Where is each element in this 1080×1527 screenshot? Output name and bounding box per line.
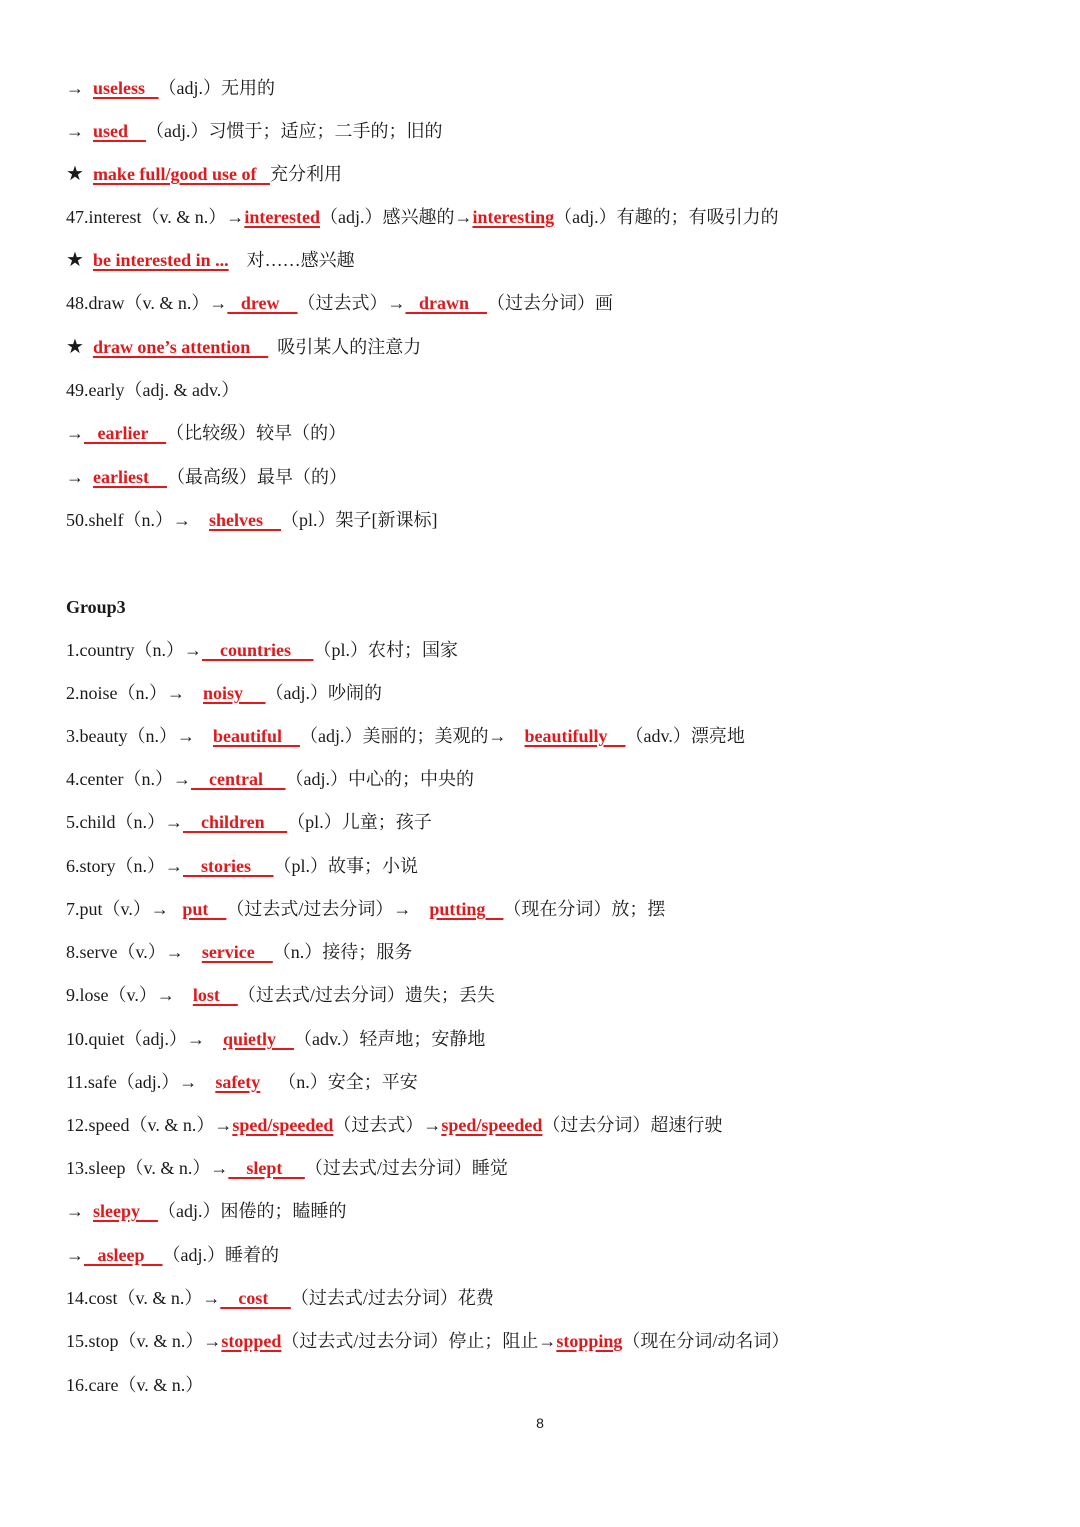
line-text: （现在分词）放；摆: [503, 899, 666, 919]
line-text: 9.lose（v.）→: [66, 985, 193, 1005]
vocab-line: [66, 1326, 789, 1356]
line-text: 3.beauty（n.）→: [66, 726, 213, 746]
vocab-line: [66, 1024, 485, 1054]
vocab-line: [66, 462, 347, 492]
answer-blank: earlier: [84, 423, 167, 443]
vocab-line: [66, 1283, 494, 1313]
vocab-line: [66, 1240, 279, 1270]
vocab-line: [66, 764, 474, 794]
line-text: （过去式/过去分词）→: [226, 899, 430, 919]
line-text: （过去分词）画: [487, 293, 614, 313]
line-text: （过去式/过去分词）遗失；丢失: [237, 985, 495, 1005]
line-text: 14.cost（v. & n.）→: [66, 1288, 221, 1308]
vocab-line: [66, 851, 418, 881]
vocab-line: [66, 116, 443, 146]
line-text: 16.care（v. & n.）: [66, 1375, 204, 1395]
page-number: 8: [536, 1415, 544, 1431]
star-icon: ★: [66, 336, 84, 358]
answer-blank: service: [201, 942, 273, 962]
answer-blank: stopped: [221, 1331, 282, 1351]
answer-blank: quietly: [222, 1029, 294, 1049]
line-text: （adj.）中心的；中央的: [285, 769, 474, 789]
vocab-line: [66, 721, 745, 751]
line-text: →: [66, 467, 93, 487]
answer-blank: sped/speeded: [232, 1115, 334, 1135]
line-text: （pl.）架子[新课标]: [281, 510, 438, 530]
line-text: （adj.）感兴趣的→: [319, 207, 473, 227]
line-text: →: [66, 1245, 84, 1265]
line-text: （pl.）农村；国家: [313, 640, 458, 660]
answer-blank: earliest: [93, 467, 167, 487]
line-text: →: [66, 121, 93, 141]
answer-blank: countries: [201, 640, 314, 660]
vocab-line: [66, 635, 458, 665]
answer-blank: slept: [228, 1158, 305, 1178]
line-text: 吸引某人的注意力: [268, 337, 422, 357]
answer-blank: stopping: [556, 1331, 623, 1351]
section-heading: Group3: [66, 597, 126, 617]
line-text: （pl.）儿童；孩子: [287, 812, 432, 832]
answer-blank: asleep: [84, 1245, 163, 1265]
vocab-line: [66, 375, 239, 405]
line-text: （adv.）轻声地；安静地: [294, 1029, 486, 1049]
line-text: 49.early（adj. & adv.）: [66, 380, 240, 400]
line-text: （过去式/过去分词）睡觉: [304, 1158, 508, 1178]
line-text: （adj.）美丽的；美观的→: [300, 726, 525, 746]
line-text: （过去式）→: [297, 293, 406, 313]
line-text: 2.noise（n.）→: [66, 683, 203, 703]
line-text: 48.draw（v. & n.）→: [66, 293, 228, 313]
line-text: （比较级）较早（的）: [166, 423, 347, 443]
answer-blank: beautifully: [524, 726, 626, 746]
line-text: →: [66, 1201, 93, 1221]
line-text: →: [66, 78, 93, 98]
line-text: 1.country（n.）→: [66, 640, 202, 660]
vocab-line: [66, 505, 438, 535]
line-text: （adj.）吵闹的: [265, 683, 383, 703]
line-text: （过去式/过去分词）花费: [290, 1288, 494, 1308]
vocab-line: [66, 678, 382, 708]
vocab-line: [66, 592, 126, 622]
line-text: 5.child（n.）→: [66, 812, 183, 832]
line-text: 8.serve（v.）→: [66, 942, 202, 962]
line-text: [84, 250, 93, 270]
line-text: 13.sleep（v. & n.）→: [66, 1158, 229, 1178]
line-text: 47.interest（v. & n.）→: [66, 207, 245, 227]
answer-blank: lost: [192, 985, 238, 1005]
answer-blank: useless: [93, 78, 159, 98]
vocab-line: [66, 1370, 203, 1400]
vocab-line: [66, 202, 779, 232]
line-text: 7.put（v.）→: [66, 899, 183, 919]
answer-blank: shelves: [209, 510, 281, 530]
answer-blank: sleepy: [93, 1201, 158, 1221]
answer-blank: sped/speeded: [441, 1115, 543, 1135]
answer-blank: central: [190, 769, 286, 789]
answer-blank: drawn: [405, 293, 488, 313]
line-text: 充分利用: [269, 164, 342, 184]
line-text: （现在分词/动名词）: [622, 1331, 790, 1351]
vocab-line: [66, 894, 665, 924]
line-text: （过去式）→: [333, 1115, 442, 1135]
vocab-line: [66, 937, 412, 967]
line-text: 11.safe（adj.）→: [66, 1072, 216, 1092]
answer-blank: stories: [183, 856, 274, 876]
vocab-line: [66, 1067, 418, 1097]
answer-blank: drew: [227, 293, 298, 313]
vocab-line: [66, 332, 421, 362]
line-text: 对……感兴趣: [228, 250, 355, 270]
answer-blank: beautiful: [212, 726, 300, 746]
line-text: 12.speed（v. & n.）→: [66, 1115, 233, 1135]
vocab-line: [66, 159, 342, 189]
line-text: （n.）接待；服务: [272, 942, 413, 962]
line-text: （adj.）睡着的: [162, 1245, 279, 1265]
answer-blank: noisy: [203, 683, 266, 703]
star-icon: ★: [66, 163, 84, 185]
line-text: （adj.）有趣的；有吸引力的: [554, 207, 779, 227]
answer-blank: putting: [429, 899, 504, 919]
vocab-line: [66, 1196, 347, 1226]
line-text: （adv.）漂亮地: [625, 726, 745, 746]
line-text: 4.center（n.）→: [66, 769, 191, 789]
vocab-line: [66, 1153, 508, 1183]
line-text: 6.story（n.）→: [66, 856, 183, 876]
answer-blank: children: [183, 812, 288, 832]
vocab-line: [66, 418, 346, 448]
line-text: 10.quiet（adj.）→: [66, 1029, 223, 1049]
line-text: （最高级）最早（的）: [166, 467, 347, 487]
line-text: （过去分词）超速行驶: [542, 1115, 723, 1135]
vocab-line: [66, 807, 432, 837]
line-text: 50.shelf（n.）→: [66, 510, 209, 530]
line-text: （过去式/过去分词）停止；阻止→: [281, 1331, 557, 1351]
line-text: [84, 164, 93, 184]
answer-blank: used: [93, 121, 147, 141]
answer-blank: be interested in ...: [92, 250, 229, 270]
star-icon: ★: [66, 249, 84, 271]
answer-blank: interesting: [472, 207, 555, 227]
line-text: 15.stop（v. & n.）→: [66, 1331, 222, 1351]
line-text: [84, 337, 93, 357]
vocab-line: [66, 73, 275, 103]
vocab-line: [66, 1110, 722, 1140]
answer-blank: cost: [220, 1288, 291, 1308]
vocab-line: [66, 245, 355, 275]
answer-blank: safety: [215, 1072, 261, 1092]
answer-blank: make full/good use of: [92, 164, 270, 184]
answer-blank: interested: [244, 207, 320, 227]
line-text: （n.）安全；平安: [260, 1072, 418, 1092]
line-text: （adj.）无用的: [158, 78, 276, 98]
line-text: →: [66, 423, 84, 443]
vocab-line: [66, 980, 495, 1010]
line-text: （adj.）习惯于；适应；二手的；旧的: [146, 121, 443, 141]
answer-blank: draw one’s attention: [92, 337, 269, 357]
line-text: （adj.）困倦的；瞌睡的: [158, 1201, 347, 1221]
line-text: （pl.）故事；小说: [273, 856, 418, 876]
vocab-line: [66, 288, 613, 318]
answer-blank: put: [182, 899, 227, 919]
